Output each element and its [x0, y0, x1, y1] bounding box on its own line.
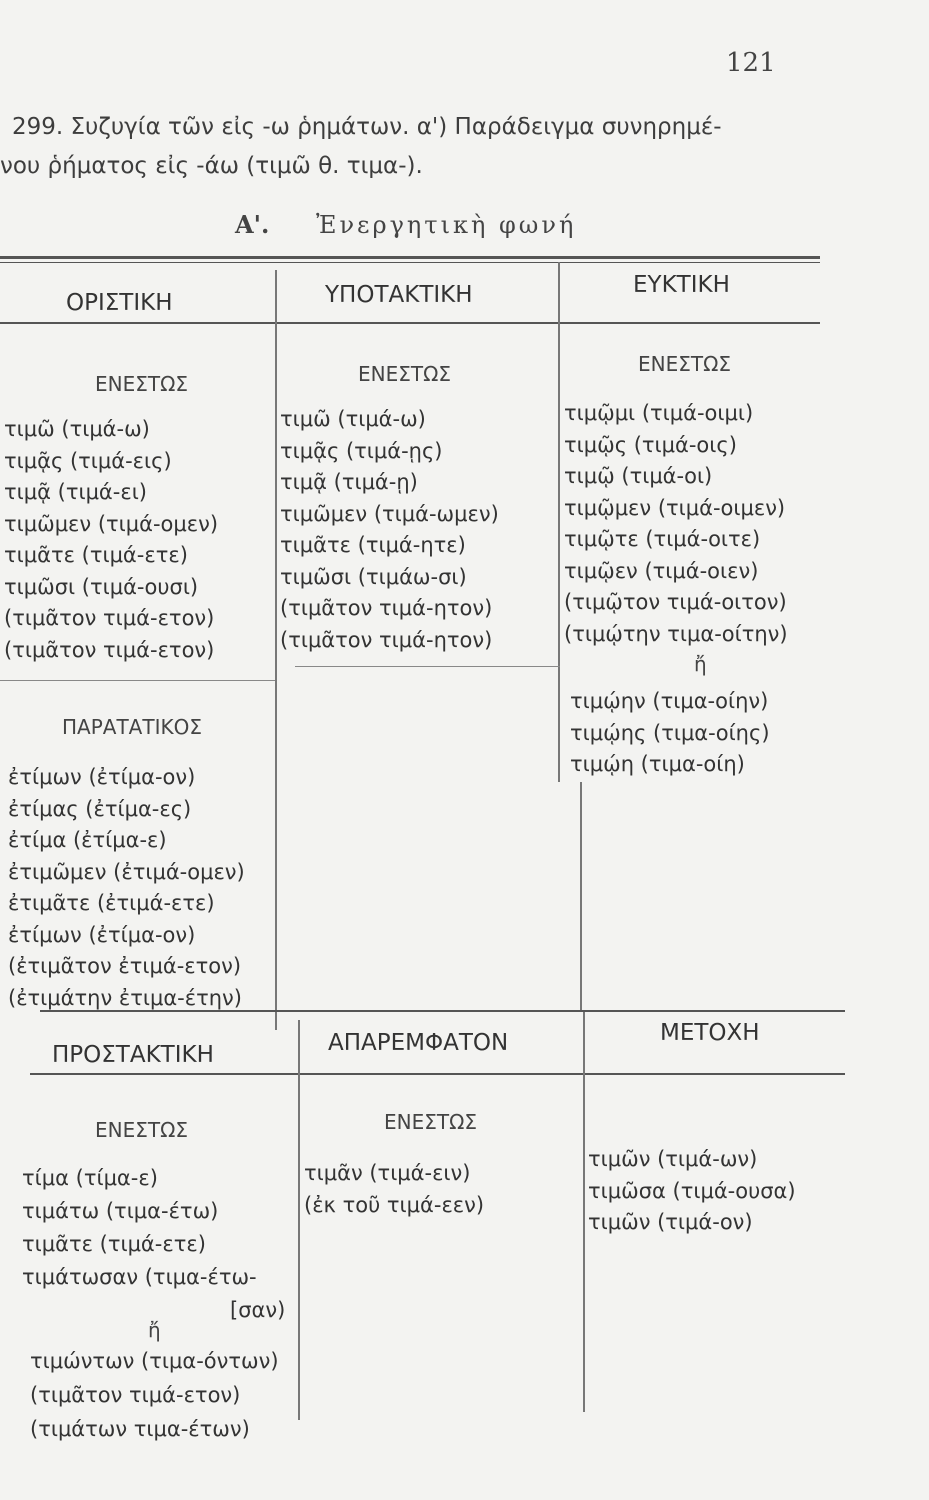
header-bottom-rule	[0, 322, 820, 324]
section2-header-rule	[30, 1073, 845, 1075]
list-item: τιμῷ (τιμά-οι)	[564, 464, 713, 488]
table-top-rule-thin	[0, 262, 820, 263]
list-item: τιμῶμεν (τιμά-ομεν)	[4, 511, 219, 536]
indicative-divider	[0, 680, 275, 681]
list-item: τιμῷς (τιμά-οις)	[564, 432, 737, 457]
list-item: (τιμάτων τιμα-έτων)	[30, 1417, 250, 1441]
subtitle-text: Ἐνεργητικὴ φωνή	[315, 211, 577, 239]
indicative-imperfect-list	[8, 762, 245, 1014]
list-item: (τιμῷτον τιμά-οιτον)	[564, 590, 787, 614]
list-item: τιμῷμεν (τιμά-οιμεν)	[564, 495, 786, 520]
list-item: ἐτίμα (ἐτίμα-ε)	[8, 828, 167, 852]
infinitive-present-label: ΕΝΕΣΤΩΣ	[384, 1110, 478, 1134]
list-item: ἐτιμᾶτε (ἐτιμά-ετε)	[8, 891, 215, 915]
list-item: τιμῶν (τιμά-ων)	[588, 1147, 758, 1171]
indicative-imperfect-label: ΠΑΡΑΤΑΤΙΚΟΣ	[62, 715, 202, 739]
list-item: (ἐτιμᾶτον ἐτιμά-ετον)	[8, 954, 242, 978]
voice-subtitle	[235, 210, 576, 239]
list-item: (τιμᾶτον τιμά-ητον)	[280, 596, 493, 620]
optative-alt-list	[570, 686, 770, 781]
participle-list	[588, 1144, 796, 1239]
header-participle: ΜΕΤΟΧΗ	[660, 1020, 760, 1046]
list-item: (ἐτιμάτην ἐτιμα-έτην)	[8, 985, 242, 1010]
list-item: [σαν)	[230, 1298, 286, 1322]
section-heading-line2: νου ῥήματος εἰς -άω (τιμῶ θ. τιμα-).	[0, 153, 423, 179]
header-indicative: ΟΡΙΣΤΙΚΗ	[66, 290, 173, 316]
list-item: (τιμᾶτον τιμά-ετον)	[30, 1383, 241, 1407]
list-item: (τιμῴτην τιμα-οίτην)	[564, 621, 788, 646]
column-divider-2	[558, 262, 560, 782]
list-item: τιμᾷ (τιμά-ῃ)	[280, 470, 418, 494]
list-item: τιμᾷ (τιμά-ει)	[4, 480, 148, 504]
optative-present-label: ΕΝΕΣΤΩΣ	[638, 352, 732, 376]
indicative-present-label: ΕΝΕΣΤΩΣ	[95, 372, 189, 396]
list-item: τιμῶσι (τιμά-ουσι)	[4, 574, 199, 599]
list-item: τιμῷμι (τιμά-οιμι)	[564, 401, 754, 425]
list-item: τιμᾶτε (τιμά-ετε)	[4, 543, 188, 567]
indicative-present-list	[4, 414, 218, 666]
list-item: ἐτιμῶμεν (ἐτιμά-ομεν)	[8, 859, 245, 884]
imperative-list	[22, 1162, 285, 1327]
column-divider-2b	[580, 782, 582, 1012]
list-item: τιμῷεν (τιμά-οιεν)	[564, 558, 759, 583]
column-divider-4	[583, 1012, 585, 1412]
header-imperative: ΠΡΟΣΤΑΚΤΙΚΗ	[52, 1042, 214, 1068]
imperative-alt-list	[30, 1344, 279, 1446]
subjunctive-divider	[295, 666, 560, 667]
list-item: τιμῶ (τιμά-ω)	[280, 407, 426, 431]
optative-present-list	[564, 398, 788, 650]
list-item: τιμάτω (τιμα-έτω)	[22, 1199, 219, 1223]
list-item: τιμῶσα (τιμά-ουσα)	[588, 1178, 796, 1203]
list-item: τιμῶ (τιμά-ω)	[4, 417, 150, 441]
imperative-present-label: ΕΝΕΣΤΩΣ	[95, 1118, 189, 1142]
list-item: τιμῶν (τιμά-ον)	[588, 1210, 753, 1234]
subjunctive-present-label: ΕΝΕΣΤΩΣ	[358, 362, 452, 386]
list-item: τιμώντων (τιμα-όντων)	[30, 1349, 279, 1373]
column-divider-3	[298, 1020, 300, 1420]
subjunctive-present-list	[280, 404, 499, 656]
list-item: τιμῷτε (τιμά-οιτε)	[564, 527, 761, 551]
list-item: (τιμᾶτον τιμά-ητον)	[280, 627, 493, 652]
list-item: τιμῶσι (τιμάω-σι)	[280, 564, 467, 589]
header-optative: ΕΥΚΤΙΚΗ	[633, 272, 730, 298]
list-item: τιμάτωσαν (τιμα-έτω-	[22, 1265, 257, 1289]
optative-or: ἤ	[694, 652, 707, 676]
header-infinitive: ΑΠΑΡΕΜΦΑΤΟΝ	[328, 1030, 509, 1056]
list-item: ἐτίμων (ἐτίμα-ον)	[8, 765, 196, 789]
infinitive-list	[304, 1158, 484, 1221]
table-top-rule	[0, 256, 820, 259]
list-item: τίμα (τίμα-ε)	[22, 1166, 158, 1190]
section2-top-rule	[40, 1010, 845, 1012]
list-item: τιμᾶν (τιμά-ειν)	[304, 1161, 471, 1185]
list-item: τιμᾶτε (τιμά-ητε)	[280, 533, 466, 557]
list-item: τιμῴην (τιμα-οίην)	[570, 689, 769, 713]
column-divider-1	[275, 270, 277, 1030]
list-item: τιμῶμεν (τιμά-ωμεν)	[280, 501, 499, 526]
header-subjunctive: ΥΠΟΤΑΚΤΙΚΗ	[325, 282, 473, 308]
list-item: (τιμᾶτον τιμά-ετον)	[4, 637, 215, 662]
imperative-or: ἤ	[148, 1318, 161, 1342]
list-item: (ἐκ τοῦ τιμά-εεν)	[304, 1192, 485, 1217]
list-item: τιμᾶτε (τιμά-ετε)	[22, 1232, 206, 1256]
list-item: τιμᾷς (τιμά-ῃς)	[280, 438, 443, 463]
list-item: τιμῴης (τιμα-οίης)	[570, 720, 770, 745]
section-heading-line1: 299. Συζυγία τῶν εἰς -ω ῥημάτων. α') Παράδειγμα συνηρημέ-	[12, 114, 722, 140]
list-item: τιμῴη (τιμα-οίη)	[570, 752, 745, 776]
subtitle-letter: Α'.	[235, 210, 270, 239]
list-item: ἐτίμων (ἐτίμα-ον)	[8, 922, 196, 947]
list-item: τιμᾷς (τιμά-εις)	[4, 448, 172, 473]
list-item: (τιμᾶτον τιμά-ετον)	[4, 606, 215, 630]
list-item: ἐτίμας (ἐτίμα-ες)	[8, 796, 192, 821]
page-number: 121	[726, 48, 776, 78]
